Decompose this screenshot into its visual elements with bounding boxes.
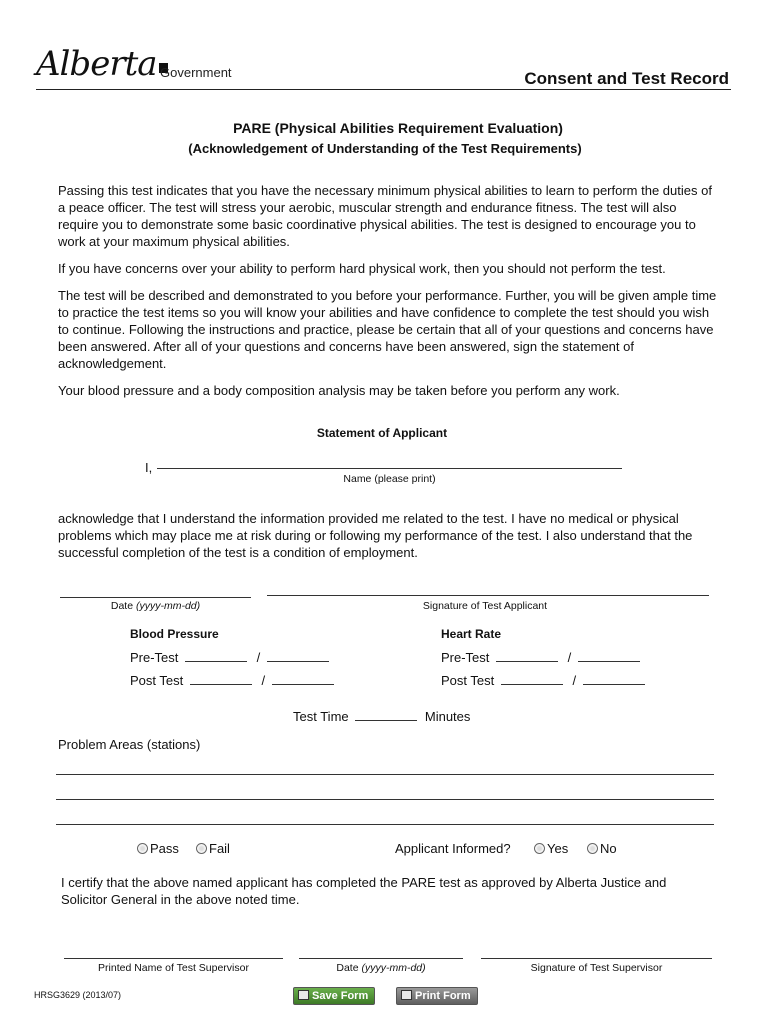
- save-form-button[interactable]: [293, 987, 375, 1005]
- sub-title: (Acknowledgement of Understanding of the Test Requirements): [188, 141, 582, 156]
- supervisor-date-caption-text: Date: [336, 962, 359, 974]
- bp-post-slash: /: [261, 673, 266, 688]
- form-code: HRSG3629 (2013/07): [34, 990, 122, 1000]
- hr-post-test-row: [441, 672, 645, 688]
- applicant-name-field[interactable]: [157, 468, 622, 469]
- bp-pre-test-label: Pre-Test: [130, 650, 179, 665]
- hr-post-value-1-field[interactable]: [501, 672, 563, 685]
- applicant-signature-caption: Signature of Test Applicant: [422, 600, 548, 612]
- no-option[interactable]: [587, 841, 617, 856]
- hr-post-value-2-field[interactable]: [583, 672, 645, 685]
- bp-pre-slash: /: [256, 650, 261, 665]
- applicant-signature-field[interactable]: [267, 595, 709, 596]
- certify-text: I certify that the above named applicant has completed the PARE test as approved by Alberta Justice and Solicitor General in the above noted time.: [61, 875, 667, 907]
- hr-post-slash: /: [572, 673, 577, 688]
- hr-pre-test-label: Pre-Test: [441, 650, 490, 665]
- yes-radio[interactable]: [534, 843, 545, 854]
- hr-pre-value-1-field[interactable]: [496, 649, 558, 662]
- pass-radio[interactable]: [137, 843, 148, 854]
- name-caption: Name (please print): [343, 473, 436, 485]
- date-format-text: (yyyy-mm-dd): [135, 600, 201, 612]
- bp-post-diastolic-field[interactable]: [272, 672, 334, 685]
- supervisor-date-format-text: (yyyy-mm-dd): [361, 962, 426, 974]
- paragraph-4: Your blood pressure and a body composition analysis may be taken before you perform any work.: [58, 383, 620, 398]
- problem-areas-line-3[interactable]: [56, 824, 714, 825]
- applicant-date-field[interactable]: [60, 597, 251, 598]
- bp-post-test-row: [130, 672, 334, 688]
- i-label: I,: [145, 460, 153, 475]
- pass-label: Pass: [150, 841, 179, 856]
- fail-label: Fail: [209, 841, 230, 856]
- blood-pressure-heading: Blood Pressure: [130, 627, 219, 641]
- no-label: No: [600, 841, 617, 856]
- minutes-label: Minutes: [424, 709, 471, 724]
- yes-label: Yes: [547, 841, 569, 856]
- save-form-label: Save Form: [312, 990, 369, 1002]
- yes-option[interactable]: [534, 841, 568, 856]
- hr-pre-test-row: [441, 649, 640, 665]
- fail-radio[interactable]: [196, 843, 207, 854]
- bp-pre-test-row: [130, 649, 329, 665]
- hr-pre-value-2-field[interactable]: [578, 649, 640, 662]
- applicant-date-caption: [60, 600, 251, 612]
- bp-post-systolic-field[interactable]: [190, 672, 252, 685]
- applicant-informed-label: Applicant Informed?: [395, 841, 511, 856]
- hr-pre-slash: /: [567, 650, 572, 665]
- test-time-field[interactable]: [355, 708, 417, 721]
- alberta-logo: [36, 44, 168, 84]
- problem-areas-line-2[interactable]: [56, 799, 714, 800]
- form-title: Consent and Test Record: [524, 69, 729, 88]
- main-title: PARE (Physical Abilities Requirement Evaluation): [233, 120, 563, 136]
- print-form-label: Print Form: [415, 990, 471, 1002]
- paragraph-2: If you have concerns over your ability to perform hard physical work, then you should not perform the test.: [58, 261, 666, 276]
- supervisor-name-caption: Printed Name of Test Supervisor: [98, 962, 249, 974]
- pass-option[interactable]: [137, 841, 179, 856]
- bp-post-test-label: Post Test: [130, 673, 184, 688]
- date-caption-text: Date: [110, 600, 134, 612]
- supervisor-date-field[interactable]: [299, 958, 463, 959]
- print-form-button[interactable]: [396, 987, 478, 1005]
- bp-pre-diastolic-field[interactable]: [267, 649, 329, 662]
- bp-pre-systolic-field[interactable]: [185, 649, 247, 662]
- acknowledgement-text: acknowledge that I understand the information provided me related to the test. I have no medical or physical problems which may place me at risk during or following my performance of the test. I also understand that the successful completion of the test is a condition of employment.: [58, 511, 693, 560]
- problem-areas-line-1[interactable]: [56, 774, 714, 775]
- alberta-logo-script: Alberta: [36, 44, 157, 84]
- government-label: Government: [160, 65, 232, 80]
- heart-rate-heading: Heart Rate: [441, 627, 502, 641]
- supervisor-signature-field[interactable]: [481, 958, 712, 959]
- problem-areas-label: Problem Areas (stations): [58, 737, 201, 752]
- statement-heading: Statement of Applicant: [316, 426, 448, 440]
- paragraph-1: Passing this test indicates that you have the necessary minimum physical abilities to learn to perform the duties of a peace officer. The test will stress your aerobic, muscular strength and endurance fitness. The test will also require you to demonstrate some basic coordinative physical abilities. The test is designed to encourage you to work at your maximum physical abilities.: [58, 183, 712, 249]
- supervisor-signature-caption: Signature of Test Supervisor: [530, 962, 663, 974]
- fail-option[interactable]: [196, 841, 230, 856]
- hr-post-test-label: Post Test: [441, 673, 495, 688]
- supervisor-name-field[interactable]: [64, 958, 283, 959]
- test-time-label: Test Time: [293, 709, 349, 724]
- supervisor-date-caption: [299, 962, 463, 974]
- printer-icon: [401, 990, 412, 1000]
- test-time-row: [293, 708, 470, 724]
- paragraph-3: The test will be described and demonstrated to you before your performance. Further, you will be given ample time to practice the test items so you will know your abilities and have confidence to complete the test should you wish to continue. Following the instructions and practice, please be certain that all of your questions and concerns have been answered. After all of your questions and concerns have been answered, sign the statement of acknowledgement.: [58, 288, 717, 371]
- header-rule: [36, 89, 731, 90]
- no-radio[interactable]: [587, 843, 598, 854]
- floppy-disk-icon: [298, 990, 309, 1000]
